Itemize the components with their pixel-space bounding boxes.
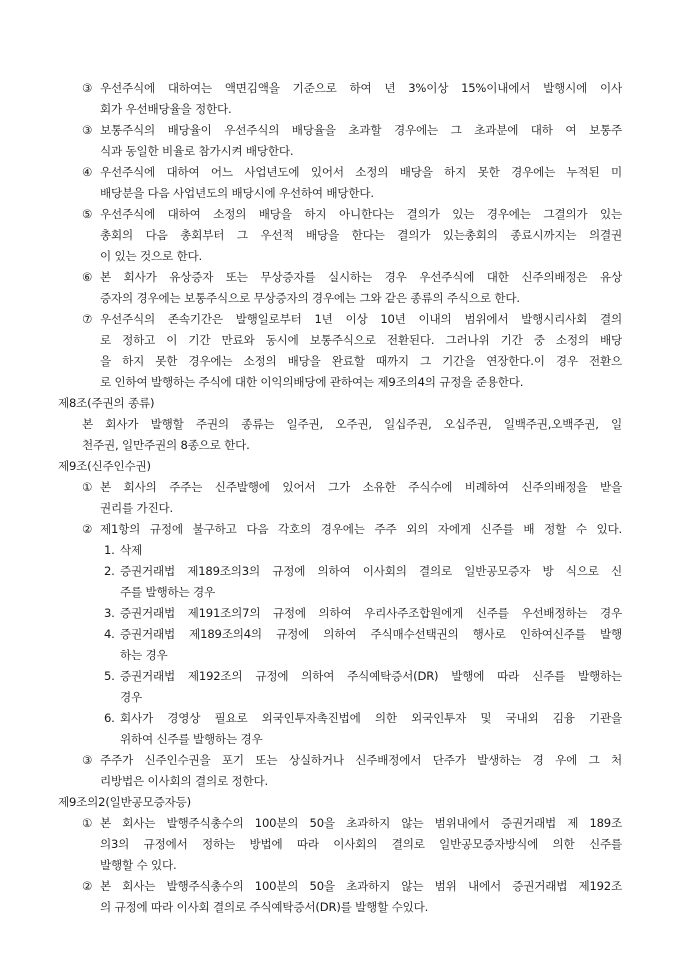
item-marker: ⑤ xyxy=(82,207,93,221)
subitem-text-line: 회사가 경영상 필요로 외국인투자촉진법에 의한 외국인투자 및 국내외 김융 기관을 xyxy=(120,711,622,725)
item-marker: ③ xyxy=(82,81,93,95)
item-text-line: 로 정하고 이 기간 만료와 동시에 보통주식으로 전환된다. 그러나위 기간 중 소정의 배당 xyxy=(100,333,622,347)
article-text-line: 본 회사가 발행할 주권의 종류는 일주권, 오주권, 일십주권, 오십주권, 일백주권,오백주권, 일 xyxy=(82,417,622,431)
item-text-line: 본 회사의 주주는 신주발행에 있어서 그가 소유한 주식수에 비례하여 신주의배정을 받을 xyxy=(100,480,622,494)
item-text-line: 우선주식에 대하여 소정의 배당을 하지 아니한다는 결의가 있는 경우에는 그결의가 있는 xyxy=(100,207,622,221)
item-marker: ③ xyxy=(82,123,93,137)
item-text-line: 본 회사는 발행주식총수의 100분의 50을 초과하지 않는 범위 내에서 증권거래법 제192조 xyxy=(100,879,622,893)
item-marker: ② xyxy=(82,879,93,893)
item-marker: ① xyxy=(82,480,93,494)
article-heading: 제9조의2(일반공모증자등) xyxy=(58,795,191,809)
item-text-line: 주주가 신주인수권을 포기 또는 상실하거나 신주배정에서 단주가 발생하는 경 우에 그 처 xyxy=(100,753,622,767)
item-marker: ① xyxy=(82,816,93,830)
subitem-text-line: 하는 경우 xyxy=(120,648,168,662)
subitem-text-line: 증권거래법 제189조의4의 규정에 의하여 주식매수선택권의 행사로 인하여신주를 발행 xyxy=(120,627,622,641)
subitem-marker: 2. xyxy=(104,564,115,578)
subitem-text-line: 주를 발행하는 경우 xyxy=(120,585,215,599)
item-text-line: 로 인하여 발행하는 주식에 대한 이익의배당에 관하여는 제9조의4의 규정을 준용한다. xyxy=(100,375,524,389)
article-heading: 제8조(주권의 종류) xyxy=(58,396,155,410)
item-text-line: 제1항의 규정에 불구하고 다음 각호의 경우에는 주주 외의 자에게 신주를 배 정할 수 있다. xyxy=(100,522,622,536)
item-text-line: 본 회사가 유상증자 또는 무상증자를 실시하는 경우 우선주식에 대한 신주의배정은 유상 xyxy=(100,270,622,284)
item-text-line: 보통주식의 배당율이 우선주식의 배당율을 초과할 경우에는 그 초과분에 대하 여 보통주 xyxy=(100,123,622,137)
item-text-line: 우선주식에 대하여는 액면김액을 기준으로 하여 년 3%이상 15%이내에서 발행시에 이사 xyxy=(100,81,622,95)
item-marker: ④ xyxy=(82,165,93,179)
subitem-marker: 4. xyxy=(104,627,115,641)
item-text-line: 발행할 수 있다. xyxy=(100,858,177,872)
subitem-text-line: 경우 xyxy=(120,690,142,704)
subitem-marker: 5. xyxy=(104,669,115,683)
subitem-text-line: 증권거래법 제191조의7의 규정에 의하여 우리사주조합원에게 신주를 우선배정하는 경우 xyxy=(120,606,622,620)
item-text-line: 권리를 가진다. xyxy=(100,501,173,515)
item-text-line: 본 회사는 발행주식총수의 100분의 50을 초과하지 않는 범위내에서 증권거래법 제 189조 xyxy=(100,816,622,830)
item-text-line: 의3의 규정에서 정하는 방법에 따라 이사회의 결의로 일반공모증자방식에 의한 신주를 xyxy=(100,837,622,851)
article-text-line: 천주권, 일만주권의 8종으로 한다. xyxy=(82,438,250,452)
item-text-line: 이 있는 것으로 한다. xyxy=(100,249,202,263)
item-text-line: 증자의 경우에는 보통주식으로 무상증자의 경우에는 그와 같은 종류의 주식으로 한다. xyxy=(100,291,520,305)
subitem-text-line: 증권거래법 제189조의3의 규정에 의하여 이사회의 결의로 일반공모증자 방 식으로 신 xyxy=(120,564,622,578)
article-heading: 제9조(신주인수권) xyxy=(58,459,151,473)
subitem-text-line: 삭제 xyxy=(120,543,142,557)
item-marker: ⑥ xyxy=(82,270,93,284)
item-marker: ⑦ xyxy=(82,312,93,326)
item-text-line: 우선주식에 대하여 어느 사업년도에 있어서 소정의 배당을 하지 못한 경우에는 누적된 미 xyxy=(100,165,622,179)
item-text-line: 의 규정에 따라 이사회 결의로 주식예탁증서(DR)를 발행할 수있다. xyxy=(100,900,429,914)
subitem-marker: 3. xyxy=(104,606,115,620)
item-marker: ② xyxy=(82,522,93,536)
subitem-text-line: 위하여 신주를 발행하는 경우 xyxy=(120,732,263,746)
subitem-text-line: 증권거래법 제192조의 규정에 의하여 주식예탁증서(DR) 발행에 따라 신주를 발행하는 xyxy=(120,669,622,683)
item-text-line: 총회의 다음 총회부터 그 우선적 배당을 한다는 결의가 있는총회의 종료시까지는 의결권 xyxy=(100,228,622,242)
item-marker: ③ xyxy=(82,753,93,767)
subitem-marker: 6. xyxy=(104,711,115,725)
item-text-line: 리방법은 이사회의 결의로 정한다. xyxy=(100,774,268,788)
subitem-marker: 1. xyxy=(104,543,115,557)
item-text-line: 우선주식의 존속기간은 발행일로부터 1년 이상 10년 이내의 범위에서 발행시리사회 결의 xyxy=(100,312,622,326)
item-text-line: 식과 동일한 비율로 참가시켜 배당한다. xyxy=(100,144,294,158)
item-text-line: 배당분을 다음 사업년도의 배당시에 우선하여 배당한다. xyxy=(100,186,374,200)
item-text-line: 회가 우선배당율을 정한다. xyxy=(100,102,232,116)
item-text-line: 을 하지 못한 경우에는 소정의 배당을 완료할 때까지 그 기간을 연장한다.이 경우 전환으 xyxy=(100,354,622,368)
